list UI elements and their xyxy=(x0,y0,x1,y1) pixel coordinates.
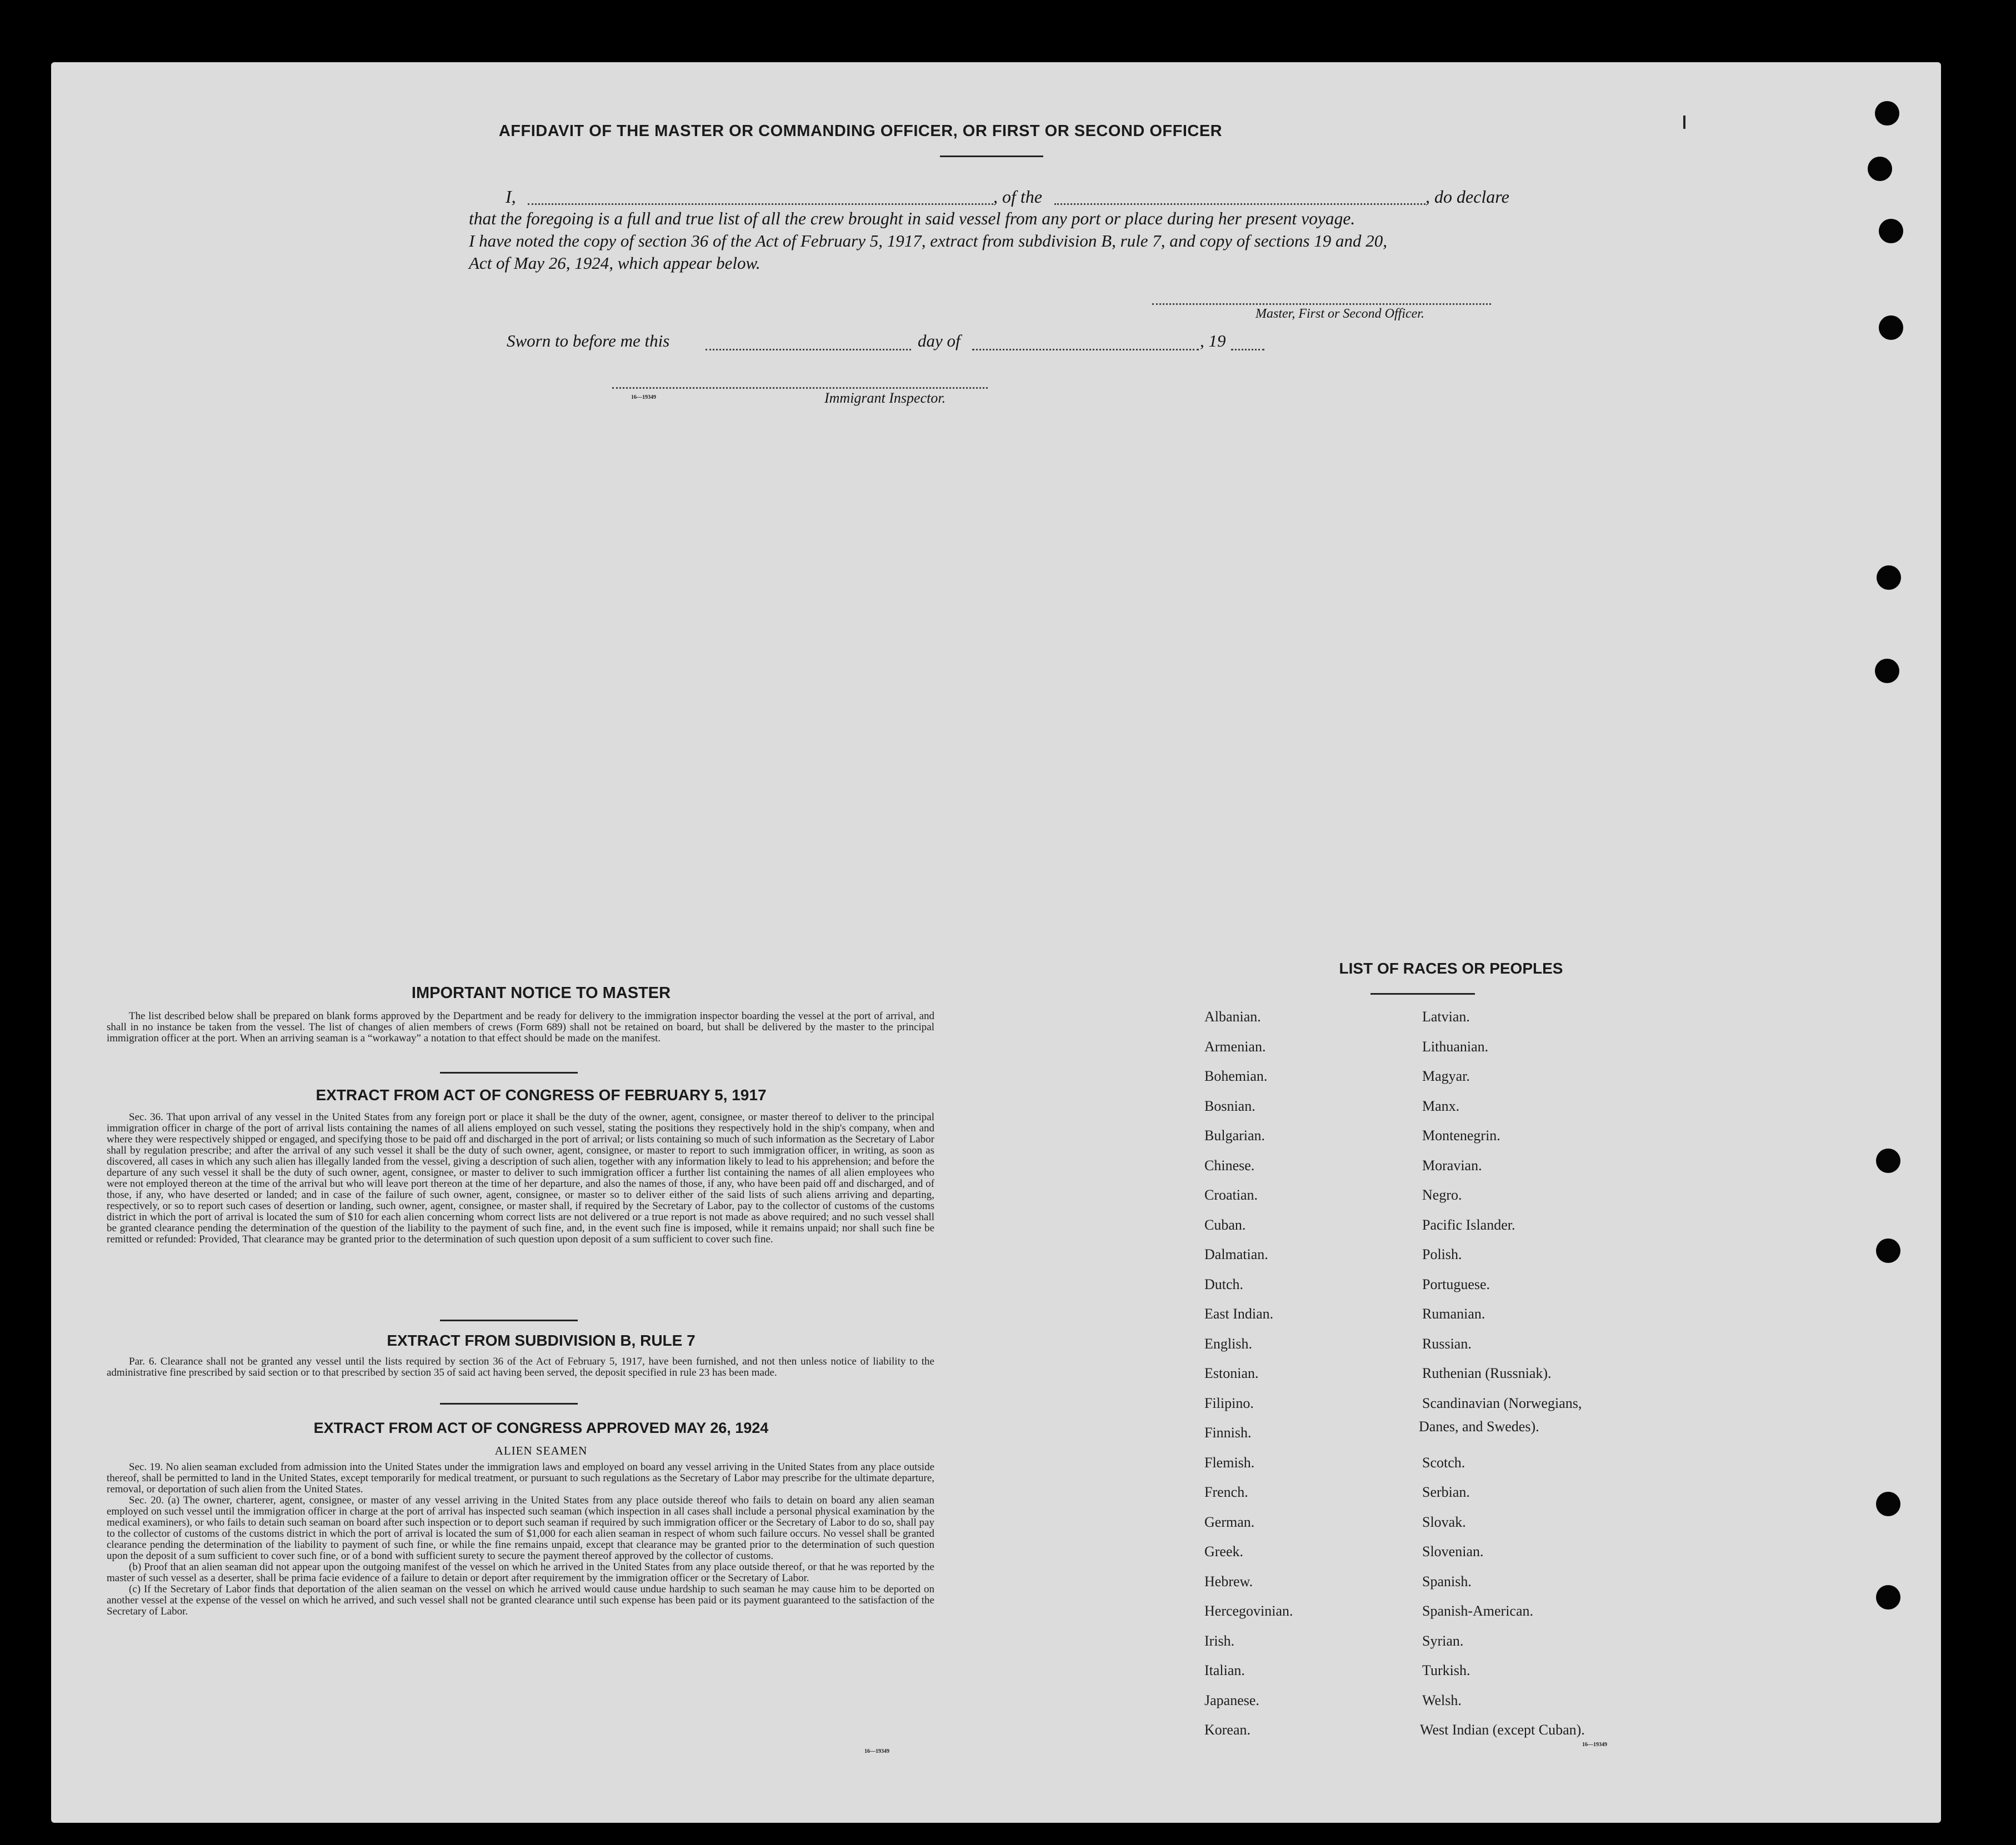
race-item: French. xyxy=(1204,1484,1248,1500)
day-of-label: day of xyxy=(918,331,961,350)
form-number: 16—19349 xyxy=(631,394,656,400)
race-item: Japanese. xyxy=(1204,1692,1259,1708)
inspector-label: Immigrant Inspector. xyxy=(824,390,946,406)
affidavit-line-4: Act of May 26, 1924, which appear below. xyxy=(469,253,761,273)
month-blank[interactable] xyxy=(972,349,1199,350)
races-title: LIST OF RACES OR PEOPLES xyxy=(1339,960,1563,977)
race-item: Dalmatian. xyxy=(1204,1246,1268,1262)
race-item: Montenegrin. xyxy=(1422,1127,1500,1144)
race-item: Armenian. xyxy=(1204,1038,1266,1055)
margin-tick xyxy=(1683,116,1685,129)
race-item: Croatian. xyxy=(1204,1187,1258,1203)
punch-hole xyxy=(1876,1585,1900,1610)
race-item: Negro. xyxy=(1422,1187,1462,1203)
race-item: Manx. xyxy=(1422,1097,1460,1114)
notice-body xyxy=(107,1011,934,1044)
race-item: Cuban. xyxy=(1204,1216,1246,1233)
race-item: Russian. xyxy=(1422,1335,1472,1352)
day-blank[interactable] xyxy=(706,349,911,350)
master-signature-label: Master, First or Second Officer. xyxy=(1255,307,1424,321)
title-rule xyxy=(940,156,1043,157)
race-item: Slovak. xyxy=(1422,1513,1466,1530)
extract-rule7-body xyxy=(107,1356,934,1378)
vessel-blank[interactable] xyxy=(1054,203,1425,205)
par-6-paragraph: Par. 6. Clearance shall not be granted any vessel until the lists required by section 36 of the Act of February 5, 1917, have been furnished, and not then unless notice of liability to the administrative fine prescribed by said section or to that prescribed by section 35 of said act having been served, the deposit specified in rule 23 has been made. xyxy=(107,1356,934,1378)
race-item: Magyar. xyxy=(1422,1068,1470,1084)
divider xyxy=(440,1072,578,1074)
race-item: Dutch. xyxy=(1204,1276,1244,1292)
punch-hole xyxy=(1876,1492,1900,1516)
punch-hole xyxy=(1875,659,1899,683)
race-item: Irish. xyxy=(1204,1632,1235,1649)
race-item: Greek. xyxy=(1204,1543,1244,1560)
punch-hole xyxy=(1879,315,1903,340)
race-item: Welsh. xyxy=(1422,1692,1462,1708)
affidavit-line-3: I have noted the copy of section 36 of the Act of February 5, 1917, extract from subdivision B, rule 7, and copy of sections 19 and 20, xyxy=(469,231,1388,250)
extract-1924-title: EXTRACT FROM ACT OF CONGRESS APPROVED MAY 26, 1924 xyxy=(313,1420,769,1436)
race-item: Hebrew. xyxy=(1204,1573,1253,1590)
race-item: Latvian. xyxy=(1422,1009,1470,1025)
race-item: East Indian. xyxy=(1204,1306,1274,1322)
race-item: English. xyxy=(1204,1335,1252,1352)
race-item: Serbian. xyxy=(1422,1484,1470,1500)
divider xyxy=(440,1403,578,1405)
divider xyxy=(440,1320,578,1321)
sec-20a-paragraph: Sec. 20. (a) The owner, charterer, agent, consignee, or master of any vessel arriving in the United States from any place outside thereof who fails to detain on board any alien seaman employed on such vessel until the immigration officer in charge at the port of arrival has inspected such seaman (which inspection in all cases shall include a personal physical examination by the medical examiners), or who fails to detain such seaman on board after such inspection or to deport such seaman if required by such immigration officer or the Secretary of Labor to do so, shall pay to the collector of customs of the customs district in which the port of arrival is located the sum of $1,000 for each alien seaman in respect of whom such failure occurs. No vessel shall be granted clearance pending the determination of the liability to payment of such fine, or while the fine remains unpaid, except that clearance may be granted prior to the determination of such question upon the deposit of a sum sufficient to cover such fine, or of a bond with sufficient surety to secure the payment thereof approved by the collector of customs. xyxy=(107,1495,934,1562)
extract-1917-title: EXTRACT FROM ACT OF CONGRESS OF FEBRUARY 5, 1917 xyxy=(316,1086,767,1104)
notice-paragraph: The list described below shall be prepared on blank forms approved by the Department and be ready for delivery to the immigration inspector boarding the vessel at the port of arrival, and shall in no instance be taken from the vessel. The list of changes of alien members of crews (Form 689) shall not be retained on board, but shall be delivered by the master to the principal immigration officer at the port. When an arriving seaman is a “workaway” a notation to that effect should be made on the manifest. xyxy=(107,1010,934,1044)
punch-hole xyxy=(1879,219,1903,243)
race-item: West Indian (except Cuban). xyxy=(1420,1722,1585,1738)
race-item: Rumanian. xyxy=(1422,1306,1485,1322)
race-item: Korean. xyxy=(1204,1722,1251,1738)
extract-rule7-title: EXTRACT FROM SUBDIVISION B, RULE 7 xyxy=(387,1332,696,1349)
race-item: Polish. xyxy=(1422,1246,1462,1262)
race-item: Estonian. xyxy=(1204,1365,1259,1381)
extract-1917-body xyxy=(107,1112,934,1245)
punch-hole xyxy=(1875,101,1899,126)
form-page xyxy=(51,62,1941,1823)
year-blank[interactable] xyxy=(1231,349,1264,350)
race-item: Italian. xyxy=(1204,1662,1245,1678)
race-item: Filipino. xyxy=(1204,1395,1254,1411)
race-continuation: Danes, and Swedes). xyxy=(1419,1418,1539,1435)
race-item: Scandinavian (Norwegians, xyxy=(1422,1395,1582,1411)
alien-seamen-subtitle: ALIEN SEAMEN xyxy=(494,1444,588,1457)
affidavit-line-2: that the foregoing is a full and true list of all the crew brought in said vessel from any port or place during her present voyage. xyxy=(469,209,1355,228)
master-signature-blank[interactable] xyxy=(1152,303,1491,305)
race-item: Bosnian. xyxy=(1204,1097,1255,1114)
race-item: Finnish. xyxy=(1204,1425,1252,1441)
race-item: Scotch. xyxy=(1422,1454,1465,1471)
race-item: Moravian. xyxy=(1422,1157,1482,1174)
sworn-label: Sworn to before me this xyxy=(507,331,670,350)
sec-20c-paragraph: (c) If the Secretary of Labor finds that deportation of the alien seaman on the vessel on which he arrived would cause undue hardship to such seaman he may cause him to be deported on another vessel at the expense of the vessel on which he arrived, and such vessel shall not be granted clearance until such expense has been paid or its payment guaranteed to the satisfaction of the Secretary of Labor. xyxy=(107,1583,934,1617)
race-item: Hercegovinian. xyxy=(1204,1603,1293,1619)
punch-hole xyxy=(1877,565,1901,590)
race-item: German. xyxy=(1204,1513,1255,1530)
section-36-paragraph: Sec. 36. That upon arrival of any vessel in the United States from any foreign port or place it shall be the duty of the owner, agent, consignee, or master thereof to deliver to the principal immigration officer in charge of the port of arrival lists containing the names of all aliens employed on such vessel, stating the positions they respectively hold in the ship's company, when and where they were respectively shipped or engaged, and specifying those to be paid off and discharged in the port of arrival; or lists containing so much of such information as the Secretary of Labor shall by regulation prescribe; and after the arrival of any such vessel it shall be the duty of such owner, agent, consignee, or master to report to such immigration officer, in writing, as soon as discovered, all cases in which any such alien has illegally landed from the vessel, giving a description of such alien, together with any information likely to lead to his apprehension; and before the departure of any such vessel it shall be the duty of such owner, agent, consignee, or master to deliver to such immigration officer a further list containing the names of all alien employees who were not employed thereon at the time of the arrival but who will leave port thereon at the time of her departure, and also the names of those, if any, who have been paid off and discharged, and of those, if any, who have deserted or landed; and in case of the failure of such owner, agent, consignee, or master so to deliver either of the said lists of such aliens arriving and departing, respectively, or so to report such cases of desertion or landing, such owner, agent, consignee, or master shall, if required by the Secretary of Labor, pay to the collector of customs of the customs district in which the port of arrival is located the sum of $10 for each alien concerning whom correct lists are not delivered or a true report is not made as above required; and no such vessel shall be granted clearance pending the determination of the question of the liability to the payment of such fine, and, in the event such fine is imposed, while it remains unpaid; nor shall such fine be remitted or refunded: Provided, That clearance may be granted prior to the determination of such question upon deposit of a sum sufficient to cover such fine. xyxy=(107,1111,934,1245)
race-item: Ruthenian (Russniak). xyxy=(1422,1365,1552,1381)
affidavit-title: AFFIDAVIT OF THE MASTER OR COMMANDING OFFICER, OR FIRST OR SECOND OFFICER xyxy=(498,122,1223,140)
year-label: , 19 xyxy=(1200,331,1226,350)
race-item: Lithuanian. xyxy=(1422,1038,1489,1055)
race-item: Bulgarian. xyxy=(1204,1127,1265,1144)
punch-hole xyxy=(1868,157,1892,181)
race-item: Turkish. xyxy=(1422,1662,1470,1678)
race-item: Portuguese. xyxy=(1422,1276,1490,1292)
race-item: Flemish. xyxy=(1204,1454,1255,1471)
race-item: Spanish. xyxy=(1422,1573,1472,1590)
affidavit-i-label: I, xyxy=(506,187,516,207)
form-number: 16—19349 xyxy=(1582,1742,1607,1748)
race-item: Spanish-American. xyxy=(1422,1603,1534,1619)
form-number: 16—19349 xyxy=(864,1748,889,1754)
punch-hole xyxy=(1876,1149,1900,1173)
race-item: Syrian. xyxy=(1422,1632,1464,1649)
notice-title: IMPORTANT NOTICE TO MASTER xyxy=(411,984,671,1002)
of-the-label: , of the xyxy=(993,187,1042,207)
punch-hole xyxy=(1876,1239,1900,1263)
race-item: Slovenian. xyxy=(1422,1543,1484,1560)
sec-19-paragraph: Sec. 19. No alien seaman excluded from admission into the United States under the immigration laws and employed on board any vessel arriving in the United States from any place outside thereof, shall be permitted to land in the United States, except temporarily for medical treatment, or pursuant to such regulations as the Secretary of Labor may prescribe for the ultimate departure, removal, or deportation of such alien from the United States. xyxy=(107,1461,934,1495)
sec-20b-paragraph: (b) Proof that an alien seaman did not appear upon the outgoing manifest of the vessel on which he arrived in the United States from any place outside thereof, or that he was reported by the master of such vessel as a deserter, shall be prima facie evidence of a failure to detain or deport after requirement by the immigration officer or the Secretary of Labor. xyxy=(107,1561,934,1584)
race-item: Pacific Islander. xyxy=(1422,1216,1515,1233)
race-item: Bohemian. xyxy=(1204,1068,1268,1084)
race-item: Albanian. xyxy=(1204,1009,1261,1025)
race-item: Chinese. xyxy=(1204,1157,1255,1174)
inspector-signature-blank[interactable] xyxy=(612,387,988,389)
name-blank[interactable] xyxy=(528,203,993,205)
extract-1924-body xyxy=(107,1462,934,1617)
do-declare-label: , do declare xyxy=(1425,187,1509,207)
divider xyxy=(1370,993,1475,995)
